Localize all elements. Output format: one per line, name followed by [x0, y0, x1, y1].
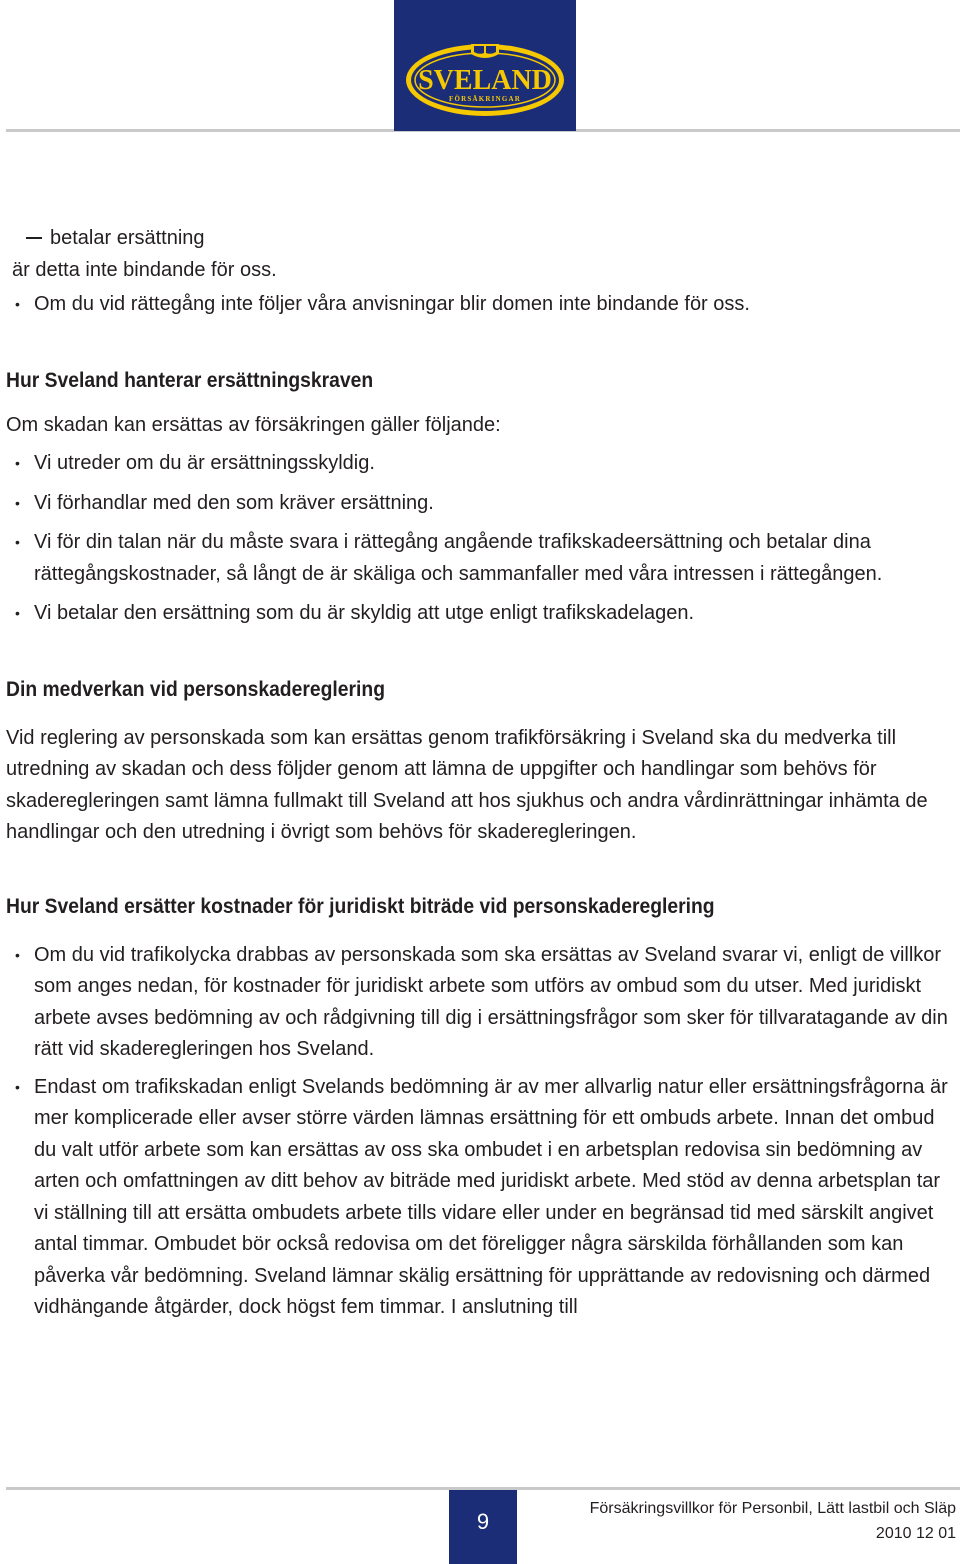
continuation-text: är detta inte bindande för oss.	[12, 259, 277, 281]
section-paragraph: Vid reglering av personskada som kan ersättas genom trafikförsäkring i Sveland ska du medverka till utredning av skadan och dess följder genom att lämna de uppgifter och handlingar som behövs för skaderegleringen samt lämna fullmakt till Sveland att hos sjukhus och andra vårdinrättningar inhämta de handlingar och den utredning i övrigt som behövs för skaderegleringen.	[6, 726, 928, 844]
list-item: • Vi för din talan när du måste svara i rättegång angående trafikskadeersättning och betalar dina rättegångskostnader, så långt de är skäliga och sammanfaller med våra intressen i rättegången.	[6, 527, 956, 590]
section3-bullets	[6, 940, 956, 1324]
section-heading: Hur Sveland ersätter kostnader för juridiskt biträde vid personskadereglering	[6, 894, 715, 918]
bullet-icon: •	[15, 494, 20, 511]
list-item: • Om du vid rättegång inte följer våra anvisningar blir domen inte bindande för oss.	[6, 289, 956, 321]
sveland-logo-icon	[394, 0, 576, 131]
page-number: 9	[449, 1490, 517, 1564]
bullet-icon: •	[15, 455, 20, 472]
sveland-logo	[394, 0, 576, 131]
section-lead: Om skadan kan ersättas av försäkringen gäller följande:	[6, 413, 501, 436]
list-item: • Vi betalar den ersättning som du är skyldig att utge enligt trafikskadelagen.	[6, 598, 956, 630]
section-heading: Hur Sveland hanterar ersättningskraven	[6, 368, 374, 392]
footer-info	[590, 1496, 956, 1546]
dash-icon	[26, 237, 42, 239]
section-heading: Din medverkan vid personskadereglering	[6, 677, 386, 701]
section1-bullets	[6, 448, 956, 630]
footer-date: 2010 12 01	[875, 1525, 956, 1542]
list-item: • Endast om trafikskadan enligt Svelands bedömning är av mer allvarlig natur eller ersättningsfrågorna är mer komplicerade eller avser större värden lämnas ersättning för ett ombuds arbete. Innan det ombud du valt utför arbete som kan ersättas av oss ska ombudet i en arbetsplan redovisa sin bedömning av arten och omfattningen av ditt behov av biträde med juridiskt arbete. Med stöd av denna arbetsplan tar vi ställning till att ersätta ombudets arbete tills vidare eller under en begränsad tid med särskilt angivet antal timmar. Ombudet bör också redovisa om det föreligger några särskilda förhållanden som kan påverka vår bedömning. Sveland lämnar skälig ersättning för upprättande av redovisning och därmed vidhängande åtgärder, dock högst fem timmar. I anslutning till	[6, 1072, 956, 1324]
bullet-icon: •	[15, 605, 20, 622]
intro-bullets	[6, 289, 956, 321]
bullet-icon: •	[15, 946, 20, 963]
logo-subtext: FÖRSÄKRINGAR	[449, 95, 521, 103]
page-content	[6, 222, 956, 1324]
list-item: • Vi utreder om du är ersättningsskyldig.	[6, 448, 956, 480]
bullet-icon: •	[15, 1078, 20, 1095]
logo-text: SVELAND	[418, 65, 552, 96]
bullet-icon: •	[15, 296, 20, 312]
list-item: • Vi förhandlar med den som kräver ersättning.	[6, 488, 956, 520]
footer-doc-title: Försäkringsvillkor för Personbil, Lätt lastbil och Släp	[589, 1500, 956, 1517]
dash-item	[0, 222, 956, 254]
dash-item-text: betalar ersättning	[50, 227, 205, 249]
list-item: • Om du vid trafikolycka drabbas av personskada som ska ersättas av Sveland svarar vi, enligt de villkor som anges nedan, för kostnader för juridiskt arbete som utförs av ombud som du utser. Med juridiskt arbete avses bedömning av och rådgivning till dig i ersättningsfrågor som sker för tillvaratagande av din rätt vid skaderegleringen hos Sveland.	[6, 940, 956, 1066]
bullet-icon: •	[15, 534, 20, 551]
